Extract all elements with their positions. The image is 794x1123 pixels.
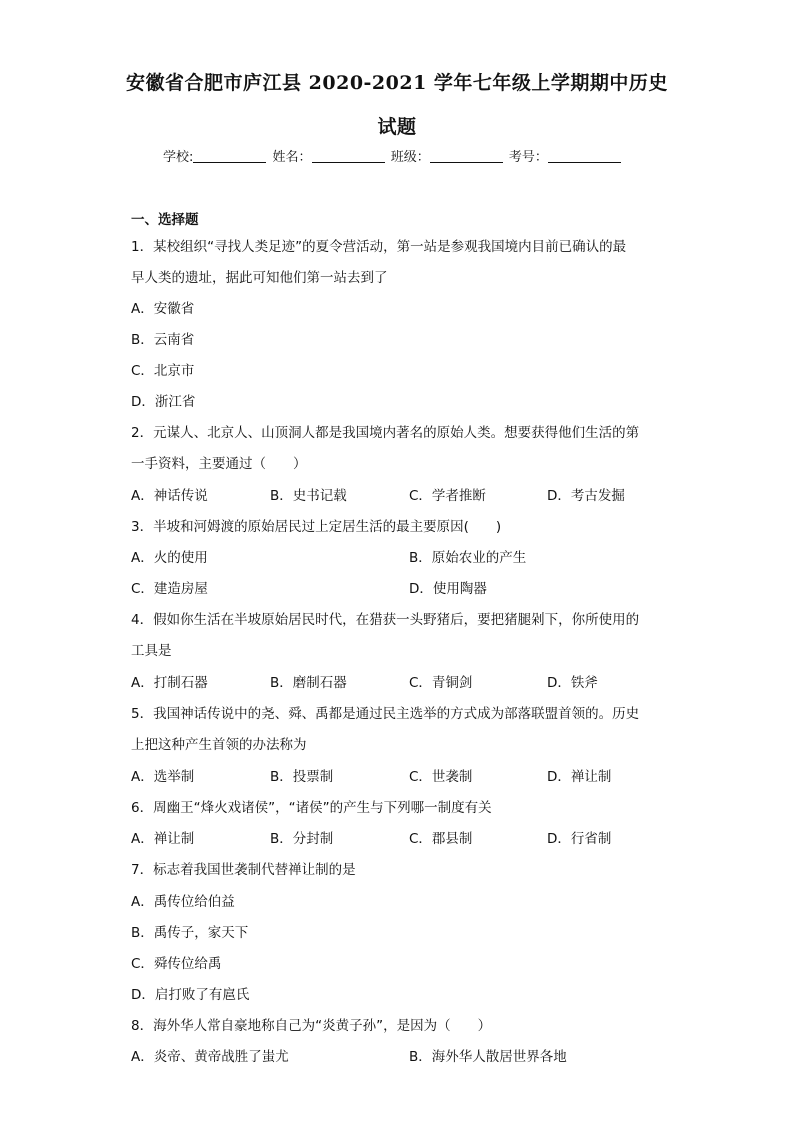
q7-option-d: D．启打败了有扈氏: [131, 987, 250, 1003]
q6-option-b: B．分封制: [270, 831, 334, 847]
q6-option-c: C．郡县制: [409, 831, 473, 847]
q5-option-d: D．禅让制: [547, 769, 612, 785]
q2-option-c: C．学者推断: [409, 488, 486, 504]
q4-text-line2: 工具是: [131, 643, 172, 659]
school-label: 学校:: [163, 150, 194, 165]
exam-title-line2: 试题: [377, 116, 417, 138]
q2-option-a: A．神话传说: [131, 488, 208, 504]
q2-option-d: D．考古发掘: [547, 488, 625, 504]
q4-option-a: A．打制石器: [131, 675, 208, 691]
class-blank[interactable]: [430, 150, 503, 163]
q6-option-d: D．行省制: [547, 831, 612, 847]
q6-text-line1: 6．周幽王“烽火戏诸侯”，“诸侯”的产生与下列哪一制度有关: [131, 800, 492, 816]
q7-option-a: A．禹传位给伯益: [131, 894, 235, 910]
q4-option-c: C．青铜剑: [409, 675, 473, 691]
q3-option-d: D．使用陶器: [409, 581, 487, 597]
q1-option-b: B．云南省: [131, 332, 195, 348]
name-label: 姓名：: [272, 150, 312, 165]
q8-option-b: B．海外华人散居世界各地: [409, 1049, 567, 1065]
q4-option-d: D．铁斧: [547, 675, 598, 691]
q1-text-line2: 早人类的遗址，据此可知他们第一站去到了: [131, 270, 388, 286]
number-blank[interactable]: [548, 150, 621, 163]
q1-option-c: C．北京市: [131, 363, 195, 379]
number-label: 考号：: [508, 150, 548, 165]
q5-option-a: A．选举制: [131, 769, 195, 785]
name-blank[interactable]: [312, 150, 385, 163]
q3-option-a: A．火的使用: [131, 550, 208, 566]
section-title: 一、选择题: [131, 212, 199, 228]
student-info-row: [163, 146, 623, 165]
q3-option-b: B．原始农业的产生: [409, 550, 527, 566]
q1-option-d: D．浙江省: [131, 394, 196, 410]
q3-option-c: C．建造房屋: [131, 581, 208, 597]
q5-text-line2: 上把这种产生首领的办法称为: [131, 737, 307, 753]
q2-text-line2: 一手资料，主要通过（ ）: [131, 456, 307, 472]
q6-option-a: A．禅让制: [131, 831, 195, 847]
class-label: 班级：: [390, 150, 430, 165]
q7-text-line1: 7．标志着我国世袭制代替禅让制的是: [131, 862, 356, 878]
q1-text-line1: 1．某校组织“寻找人类足迹”的夏令营活动，第一站是参观我国境内目前已确认的最: [131, 239, 627, 255]
q5-text-line1: 5．我国神话传说中的尧、舜、禹都是通过民主选举的方式成为部落联盟首领的。历史: [131, 706, 640, 722]
q5-option-c: C．世袭制: [409, 769, 473, 785]
q5-option-b: B．投票制: [270, 769, 334, 785]
q4-text-line1: 4．假如你生活在半坡原始居民时代，在猎获一头野猪后，要把猪腿剁下，你所使用的: [131, 612, 640, 628]
q4-option-b: B．磨制石器: [270, 675, 347, 691]
q3-text-line1: 3．半坡和河姆渡的原始居民过上定居生活的最主要原因( ): [131, 519, 502, 535]
q7-option-c: C．舜传位给禹: [131, 956, 222, 972]
q2-text-line1: 2．元谋人、北京人、山顶洞人都是我国境内著名的原始人类。想要获得他们生活的第: [131, 425, 640, 441]
q2-option-b: B．史书记载: [270, 488, 347, 504]
school-blank[interactable]: [193, 150, 266, 163]
exam-title-line1: 安徽省合肥市庐江县 2020-2021 学年七年级上学期期中历史: [126, 72, 668, 94]
q8-option-a: A．炎帝、黄帝战胜了蚩尤: [131, 1049, 289, 1065]
q7-option-b: B．禹传子，家天下: [131, 925, 249, 941]
q1-option-a: A．安徽省: [131, 301, 195, 317]
q8-text-line1: 8．海外华人常自豪地称自己为“炎黄子孙”，是因为（ ）: [131, 1018, 492, 1034]
